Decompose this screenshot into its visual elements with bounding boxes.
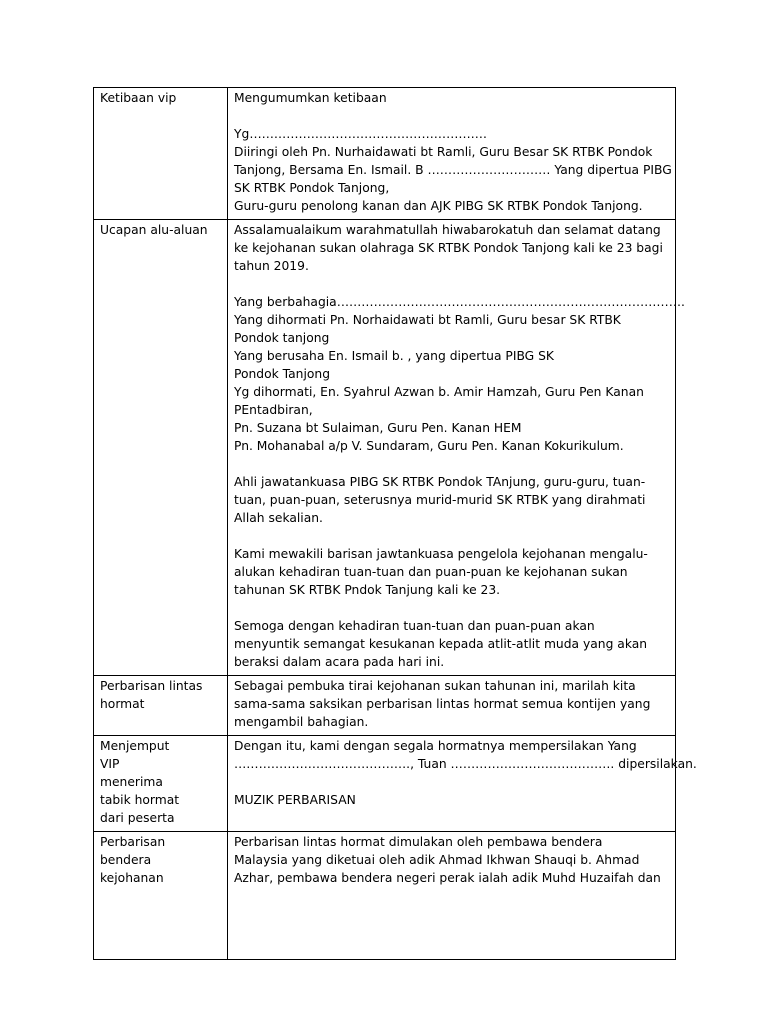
- text-line: Assalamualaikum warahmatullah hiwabarokatuh dan selamat datang: [234, 223, 661, 237]
- text-line: SK RTBK Pondok Tanjong,: [234, 181, 390, 195]
- paragraph-gap: [234, 455, 670, 473]
- text-line: Ahli jawatankuasa PIBG SK RTBK Pondok TAnjung, guru-guru, tuan-: [234, 475, 646, 489]
- row-content-cell: [228, 676, 676, 736]
- text-line: Tanjong, Bersama En. Ismail. B ………………………… Yang dipertua PIBG: [234, 163, 672, 177]
- text-line: Yang dihormati Pn. Norhaidawati bt Ramli, Guru besar SK RTBK: [234, 313, 621, 327]
- paragraph-gap: [234, 107, 670, 125]
- row-label: Ketibaan vip: [100, 91, 177, 105]
- row-label-cell: [94, 88, 228, 220]
- row-content-cell: [228, 832, 676, 960]
- paragraph-gap: [234, 773, 670, 791]
- program-table: [93, 87, 697, 960]
- text-line: Pn. Mohanabal a/p V. Sundaram, Guru Pen. Kanan Kokurikulum.: [234, 439, 624, 453]
- text-line: Dengan itu, kami dengan segala hormatnya mempersilakan Yang: [234, 739, 637, 753]
- table-row: [94, 220, 676, 676]
- row-content-cell: [228, 736, 697, 832]
- text-line: Pondok Tanjong: [234, 367, 330, 381]
- text-line: menyuntik semangat kesukanan kepada atlit-atlit muda yang akan: [234, 637, 648, 651]
- text-line: Yang berbahagia………………………………………………………………………….: [234, 295, 685, 309]
- text-line: Yg dihormati, En. Syahrul Azwan b. Amir Hamzah, Guru Pen Kanan: [234, 385, 644, 399]
- text-line: MUZIK PERBARISAN: [234, 793, 356, 807]
- row-label: Ucapan alu-aluan: [100, 223, 208, 237]
- text-line: Sebagai pembuka tirai kejohanan sukan tahunan ini, marilah kita: [234, 679, 636, 693]
- text-line: tahunan SK RTBK Pndok Tanjung kali ke 23.: [234, 583, 501, 597]
- text-line: Malaysia yang diketuai oleh adik Ahmad Ikhwan Shauqi b. Ahmad: [234, 853, 640, 867]
- text-line: Mengumumkan ketibaan: [234, 91, 387, 105]
- text-line: Azhar, pembawa bendera negeri perak ialah adik Muhd Huzaifah dan: [234, 871, 661, 885]
- text-line: Semoga dengan kehadiran tuan-tuan dan puan-puan akan: [234, 619, 595, 633]
- text-line: PEntadbiran,: [234, 403, 313, 417]
- text-line: ke kejohanan sukan olahraga SK RTBK Pondok Tanjong kali ke 23 bagi: [234, 241, 663, 255]
- text-line: Perbarisan lintas hormat dimulakan oleh pembawa bendera: [234, 835, 603, 849]
- table-row: [94, 88, 676, 220]
- text-line: tahun 2019.: [234, 259, 309, 273]
- text-line: beraksi dalam acara pada hari ini.: [234, 655, 445, 669]
- text-line: Yg………………………………………………….: [234, 127, 487, 141]
- row-content-cell: [228, 88, 676, 220]
- paragraph-gap: [234, 275, 670, 293]
- text-line: Yang berusaha En. Ismail b. , yang dipertua PIBG SK: [234, 349, 554, 363]
- text-line: alukan kehadiran tuan-tuan dan puan-puan ke kejohanan sukan: [234, 565, 628, 579]
- text-line: Diiringi oleh Pn. Nurhaidawati bt Ramli, Guru Besar SK RTBK Pondok: [234, 145, 653, 159]
- text-line: Guru-guru penolong kanan dan AJK PIBG SK RTBK Pondok Tanjong.: [234, 199, 643, 213]
- text-line: Pn. Suzana bt Sulaiman, Guru Pen. Kanan HEM: [234, 421, 522, 435]
- row-label-cell: [94, 832, 228, 960]
- row-label: Menjemput VIP menerima tabik hormat dari peserta: [100, 739, 180, 825]
- table-row: [94, 832, 676, 960]
- table-row: [94, 736, 676, 832]
- text-line: sama-sama saksikan perbarisan lintas hormat semua kontijen yang: [234, 697, 651, 711]
- text-line: Allah sekalian.: [234, 511, 323, 525]
- text-line: Kami mewakili barisan jawtankuasa pengelola kejohanan mengalu-: [234, 547, 648, 561]
- text-line: ……………………………………., Tuan …………………………………. dipersilakan.: [234, 757, 697, 771]
- text-line: Pondok tanjong: [234, 331, 330, 345]
- row-label: Perbarisan lintas hormat: [100, 679, 203, 711]
- text-line: tuan, puan-puan, seterusnya murid-murid SK RTBK yang dirahmati: [234, 493, 646, 507]
- paragraph-gap: [234, 599, 670, 617]
- row-content-cell: [228, 220, 685, 676]
- row-label-cell: [94, 736, 228, 832]
- table-row: [94, 676, 676, 736]
- row-label-cell: [94, 220, 228, 676]
- paragraph-gap: [234, 527, 670, 545]
- row-label: Perbarisan bendera kejohanan: [100, 835, 166, 885]
- row-label-cell: [94, 676, 228, 736]
- text-line: mengambil bahagian.: [234, 715, 369, 729]
